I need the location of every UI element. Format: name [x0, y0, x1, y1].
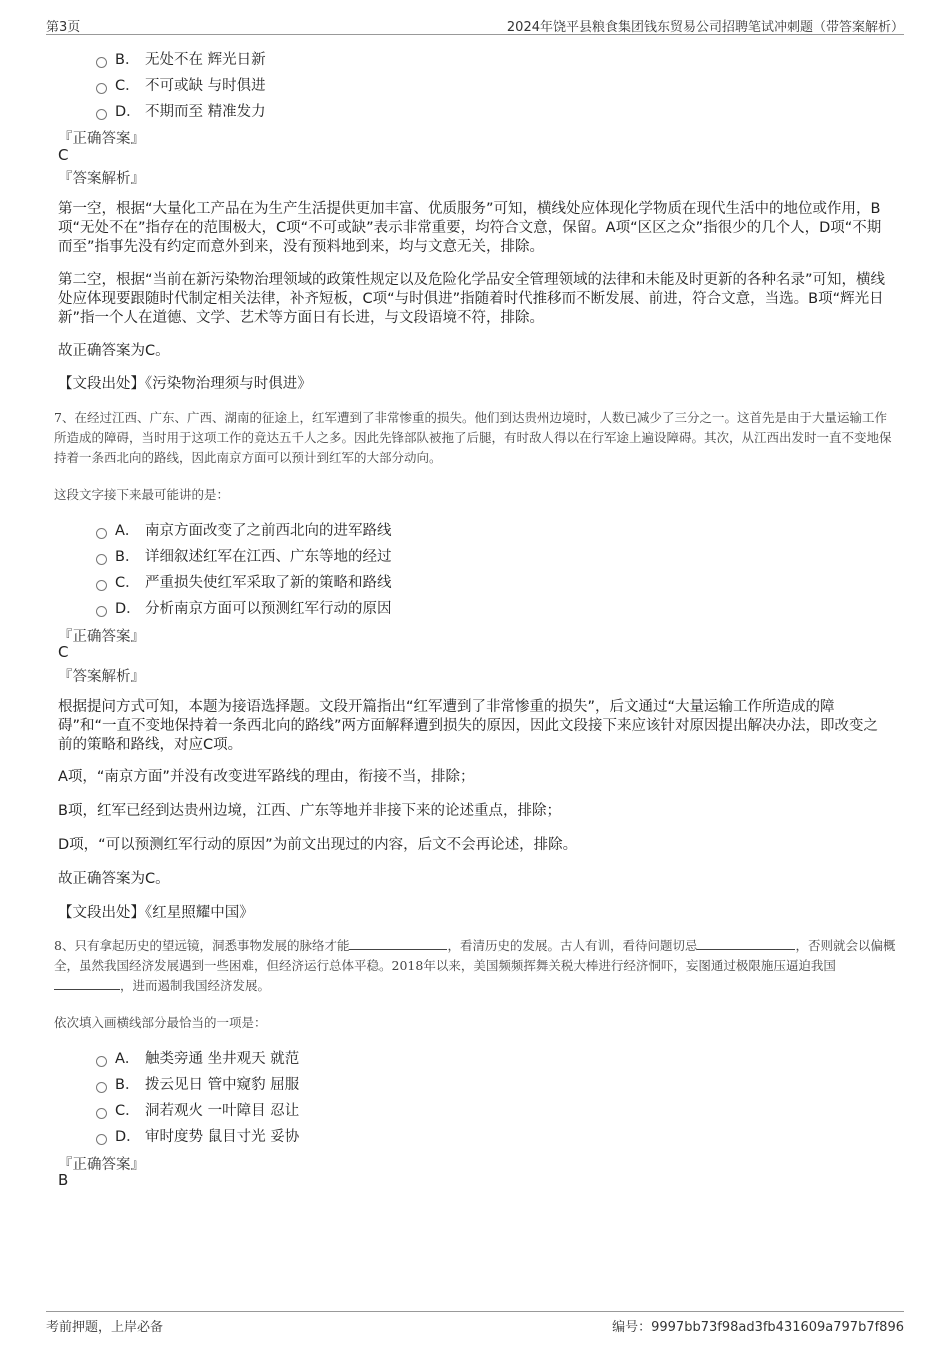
q6-answer-label: 『正确答案』 — [58, 131, 145, 147]
q7-analysis-option-d: D项，“可以预测红军行动的原因”为前文出现过的内容，后文不会再论述，排除。 — [58, 837, 578, 853]
q8-option-d[interactable]: D． 审时度势 鼠目寸光 妥协 — [96, 1125, 299, 1146]
page-number: 第3页 — [46, 20, 81, 35]
q6-option-c[interactable]: C． 不可或缺 与时俱进 — [96, 74, 266, 95]
document-id: 编号：9997bb73f98ad3fb431609a797b7f896 — [612, 1320, 904, 1335]
q6-source: 【文段出处】《污染物治理须与时俱进》 — [58, 376, 312, 392]
radio-icon[interactable] — [96, 1082, 107, 1093]
q7-option-d[interactable]: D． 分析南京方面可以预测红军行动的原因 — [96, 597, 392, 618]
document-title: 2024年饶平县粮食集团钱东贸易公司招聘笔试冲刺题（带答案解析） — [506, 20, 904, 35]
q7-analysis-option-a: A项，“南京方面”并没有改变进军路线的理由，衔接不当，排除； — [58, 769, 475, 785]
q7-analysis-label: 『答案解析』 — [58, 669, 145, 685]
q8-answer: B — [58, 1171, 69, 1189]
q8-answer-label: 『正确答案』 — [58, 1157, 145, 1173]
radio-icon[interactable] — [96, 57, 107, 68]
radio-icon[interactable] — [96, 1056, 107, 1067]
q7-answer: C — [58, 643, 69, 661]
q6-option-b[interactable]: B． 无处不在 辉光日新 — [96, 48, 266, 69]
q8-option-b[interactable]: B． 拨云见日 管中窥豹 屈服 — [96, 1073, 299, 1094]
footer-slogan: 考前押题，上岸必备 — [46, 1320, 164, 1335]
radio-icon[interactable] — [96, 554, 107, 565]
radio-icon[interactable] — [96, 528, 107, 539]
q7-source: 【文段出处】《红星照耀中国》 — [58, 905, 254, 921]
q8-text: 8、只有拿起历史的望远镜，洞悉事物发展的脉络才能 ，看清历史的发展。古人有训，看待问题切忌 ，否则就会以偏概全，虽然我国经济发展遇到一些困难，但经济运行总体平稳。2018年以来，美国频频挥舞关税大棒进行经济恫吓，妄图通过极限施压逼迫我国，进而遏制我国经济发展。 — [54, 938, 896, 993]
q7-option-c[interactable]: C． 严重损失使红军采取了新的策略和路线 — [96, 571, 392, 592]
q8-option-c[interactable]: C． 洞若观火 一叶障目 忍让 — [96, 1099, 299, 1120]
radio-icon[interactable] — [96, 109, 107, 120]
radio-icon[interactable] — [96, 606, 107, 617]
q8-question: 依次填入画横线部分最恰当的一项是： — [54, 1015, 267, 1030]
q7-analysis-paragraph-1: 根据提问方式可知，本题为接语选择题。文段开篇指出“红军遭到了非常惨重的损失”，后文通过“大量运输工作所造成的障碍”和“一直不变地保持着一条西北向的路线”两方面解释遭到损失的原因，因此文段接下来应该针对原因提出解决办法，即改变之前的策略和路线，对应C项。 — [58, 699, 879, 753]
fill-blank-3 — [54, 977, 120, 990]
q7-text: 7、在经过江西、广东、广西、湖南的征途上，红军遭到了非常惨重的损失。他们到达贵州边境时，人数已减少了三分之一。这首先是由于大量运输工作所造成的障碍，当时用于这项工作的竟达五千人之多。因此先锋部队被拖了后腿，有时敌人得以在行军途上遍设障碍。其次，从江西出发时一直不变地保持着一条西北向的路线，因此南京方面可以预计到红军的大部分动向。 — [54, 410, 892, 465]
radio-icon[interactable] — [96, 580, 107, 591]
q6-analysis-label: 『答案解析』 — [58, 171, 145, 187]
page-header — [46, 14, 904, 35]
page-footer — [46, 1311, 904, 1334]
q7-answer-label: 『正确答案』 — [58, 629, 145, 645]
radio-icon[interactable] — [96, 1134, 107, 1145]
fill-blank-1 — [349, 937, 447, 950]
q7-conclusion: 故正确答案为C。 — [58, 871, 170, 887]
q8-option-a[interactable]: A． 触类旁通 坐井观天 就范 — [96, 1047, 299, 1068]
radio-icon[interactable] — [96, 83, 107, 94]
q6-conclusion: 故正确答案为C。 — [58, 343, 170, 359]
q7-analysis-option-b: B项，红军已经到达贵州边境，江西、广东等地并非接下来的论述重点，排除； — [58, 803, 561, 819]
q7-option-a[interactable]: A． 南京方面改变了之前西北向的进军路线 — [96, 519, 392, 540]
q6-analysis-paragraph-2: 第二空，根据“当前在新污染物治理领域的政策性规定以及危险化学品安全管理领域的法律和未能及时更新的各种名录”可知，横线处应体现要跟随时代制定相关法律，补齐短板，C项“与时俱进”指随着时代推移而不断发展、前进，符合文意，当选。B项“辉光日新”指一个人在道德、文学、艺术等方面日有长进，与文段语境不符，排除。 — [58, 272, 886, 326]
fill-blank-2 — [697, 937, 795, 950]
radio-icon[interactable] — [96, 1108, 107, 1119]
q7-question: 这段文字接下来最可能讲的是： — [54, 487, 230, 502]
q6-answer: C — [58, 146, 69, 164]
q6-analysis-paragraph-1: 第一空，根据“大量化工产品在为生产生活提供更加丰富、优质服务”可知，横线处应体现化学物质在现代生活中的地位或作用，B项“无处不在”指存在的范围极大，C项“不可或缺”表示非常重要，均符合文意，保留。A项“区区之众”指很少的几个人，D项“不期而至”指事先没有约定而意外到来，没有预料地到来，均与文意无关，排除。 — [58, 201, 882, 255]
q6-option-d[interactable]: D． 不期而至 精准发力 — [96, 100, 266, 121]
q7-option-b[interactable]: B． 详细叙述红军在江西、广东等地的经过 — [96, 545, 392, 566]
